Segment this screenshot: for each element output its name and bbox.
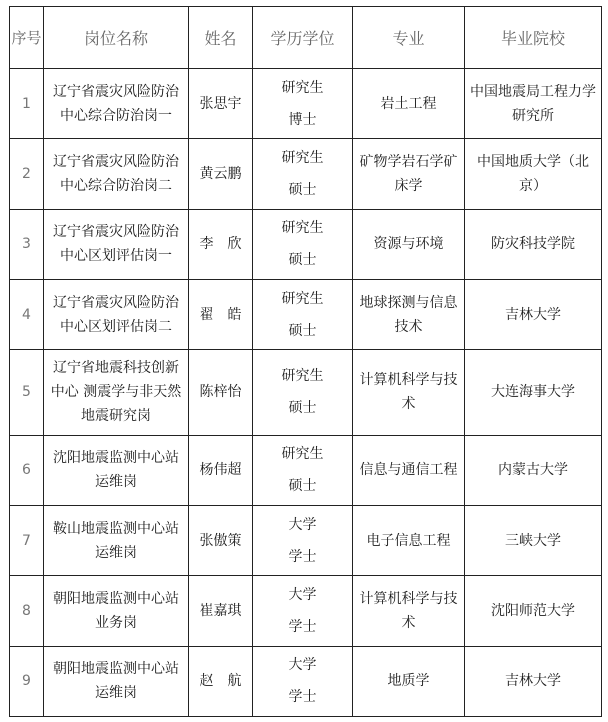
cell-major: 岩土工程	[353, 69, 465, 139]
header-school: 毕业院校	[465, 7, 602, 69]
cell-degree	[253, 69, 353, 139]
header-major: 专业	[353, 7, 465, 69]
cell-position: 朝阳地震监测中心站业务岗	[44, 576, 189, 646]
table-row	[10, 209, 602, 279]
table-row	[10, 576, 602, 646]
cell-position: 辽宁省地震科技创新中心 测震学与非天然地震研究岗	[44, 350, 189, 436]
degree-title: 硕士	[288, 322, 317, 339]
education-level: 研究生	[281, 220, 324, 237]
cell-name: 黄云鹏	[189, 139, 253, 209]
cell-school: 吉林大学	[465, 279, 602, 349]
degree-title: 学士	[288, 619, 317, 635]
cell-seq: 3	[10, 209, 44, 279]
cell-school: 防灾科技学院	[465, 209, 602, 279]
cell-position: 辽宁省震灾风险防治中心综合防治岗一	[44, 69, 189, 139]
cell-major: 资源与环境	[353, 209, 465, 279]
cell-school: 沈阳师范大学	[465, 576, 602, 646]
cell-seq: 4	[10, 279, 44, 349]
degree-title: 硕士	[288, 478, 317, 495]
cell-position: 沈阳地震监测中心站运维岗	[44, 435, 189, 505]
cell-name: 赵 航	[189, 646, 253, 716]
cell-name: 崔嘉琪	[189, 576, 253, 646]
table-row	[10, 279, 602, 349]
table-row	[10, 506, 602, 576]
cell-degree	[253, 576, 353, 646]
cell-major: 地质学	[353, 646, 465, 716]
header-row	[10, 7, 602, 69]
cell-name: 陈梓怡	[189, 350, 253, 436]
cell-major: 矿物学岩石学矿床学	[353, 139, 465, 209]
table-row	[10, 69, 602, 139]
cell-degree	[253, 506, 353, 576]
degree-title: 硕士	[288, 400, 317, 417]
cell-major: 信息与通信工程	[353, 435, 465, 505]
cell-position: 辽宁省震灾风险防治中心综合防治岗二	[44, 139, 189, 209]
cell-degree	[253, 209, 353, 279]
education-level: 大学	[288, 587, 317, 603]
education-level: 大学	[288, 657, 317, 674]
cell-degree	[253, 350, 353, 436]
header-name: 姓名	[189, 7, 253, 69]
cell-seq: 1	[10, 69, 44, 139]
cell-name: 张傲策	[189, 506, 253, 576]
education-level: 研究生	[281, 149, 324, 166]
cell-school: 中国地震局工程力学研究所	[465, 69, 602, 139]
education-level: 研究生	[281, 79, 324, 96]
header-position: 岗位名称	[44, 7, 189, 69]
cell-degree	[253, 646, 353, 716]
education-level: 大学	[288, 516, 317, 533]
table-row	[10, 646, 602, 716]
cell-degree	[253, 139, 353, 209]
cell-seq: 8	[10, 576, 44, 646]
table-row	[10, 350, 602, 436]
cell-major: 计算机科学与技术	[353, 350, 465, 436]
cell-school: 吉林大学	[465, 646, 602, 716]
cell-seq: 6	[10, 435, 44, 505]
table-row	[10, 435, 602, 505]
cell-major: 计算机科学与技术	[353, 576, 465, 646]
cell-degree	[253, 279, 353, 349]
cell-name: 翟 皓	[189, 279, 253, 349]
table-row	[10, 139, 602, 209]
degree-title: 学士	[288, 689, 317, 706]
cell-school: 大连海事大学	[465, 350, 602, 436]
cell-school: 中国地质大学（北京）	[465, 139, 602, 209]
cell-seq: 2	[10, 139, 44, 209]
degree-title: 硕士	[288, 252, 317, 269]
cell-seq: 9	[10, 646, 44, 716]
cell-name: 杨伟超	[189, 435, 253, 505]
cell-degree	[253, 435, 353, 505]
cell-school: 内蒙古大学	[465, 435, 602, 505]
personnel-table	[9, 6, 602, 717]
education-level: 研究生	[281, 368, 324, 385]
cell-position: 朝阳地震监测中心站运维岗	[44, 646, 189, 716]
cell-position: 鞍山地震监测中心站运维岗	[44, 506, 189, 576]
cell-school: 三峡大学	[465, 506, 602, 576]
cell-major: 地球探测与信息技术	[353, 279, 465, 349]
cell-name: 李 欣	[189, 209, 253, 279]
header-seq: 序号	[10, 7, 44, 69]
degree-title: 博士	[288, 111, 317, 128]
degree-title: 学士	[288, 548, 317, 565]
header-degree: 学历学位	[253, 7, 353, 69]
cell-position: 辽宁省震灾风险防治中心区划评估岗二	[44, 279, 189, 349]
cell-major: 电子信息工程	[353, 506, 465, 576]
education-level: 研究生	[281, 290, 324, 307]
education-level: 研究生	[281, 446, 324, 463]
cell-seq: 5	[10, 350, 44, 436]
cell-seq: 7	[10, 506, 44, 576]
cell-position: 辽宁省震灾风险防治中心区划评估岗一	[44, 209, 189, 279]
cell-name: 张思宇	[189, 69, 253, 139]
degree-title: 硕士	[288, 181, 317, 198]
